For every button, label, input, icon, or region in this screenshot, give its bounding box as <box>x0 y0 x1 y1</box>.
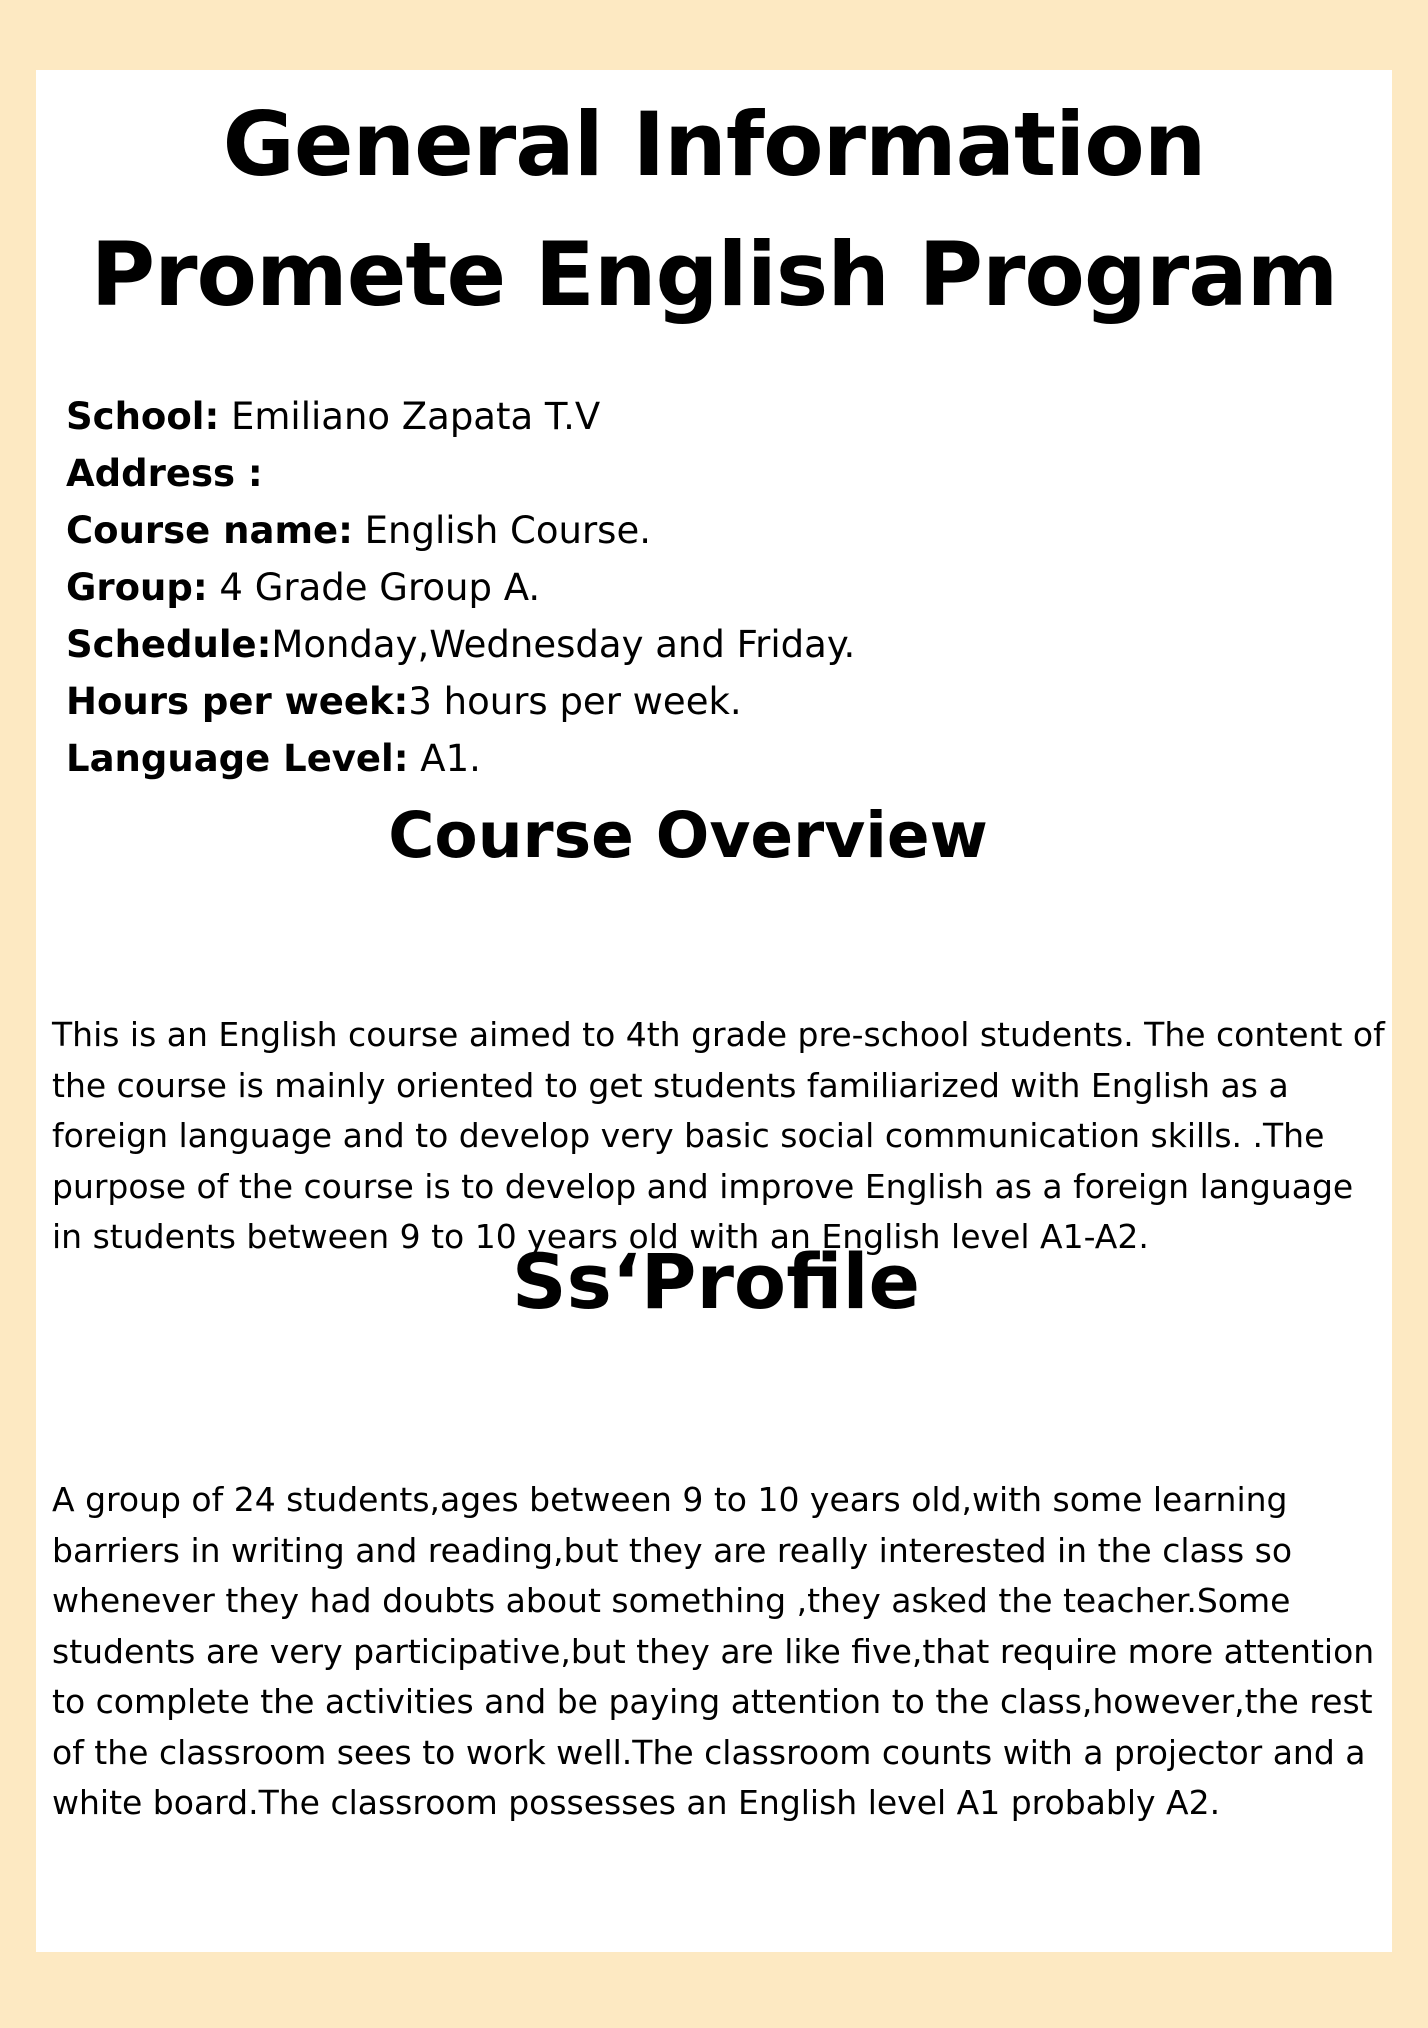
paragraph-line: to complete the activities and be paying attention to the class,however,the rest <box>52 1682 1373 1721</box>
info-key: Course name: <box>66 509 353 552</box>
info-row-address <box>66 445 855 502</box>
title-line-1: General Information <box>222 93 1206 196</box>
paragraph-line: foreign language and to develop very basic social communication skills. .The <box>52 1116 1325 1155</box>
students-profile-paragraph <box>52 1475 1392 1829</box>
paragraph-line: the course is mainly oriented to get students familiarized with English as a <box>52 1065 1289 1105</box>
paragraph-line: students are very participative,but they are like five,that require more attention <box>52 1631 1375 1671</box>
general-info-list <box>66 388 855 787</box>
paragraph-line: barriers in writing and reading,but they are really interested in the class so <box>52 1530 1293 1570</box>
paragraph-line: This is an English course aimed to 4th grade pre-school students. The content of <box>52 1015 1385 1054</box>
course-overview-heading: Course Overview <box>388 799 988 872</box>
paragraph-line: purpose of the course is to develop and improve English as a foreign language <box>52 1166 1354 1206</box>
info-value: English Course. <box>352 509 651 552</box>
info-row-hours <box>66 673 855 730</box>
info-key: Hours per week: <box>66 680 409 723</box>
info-row-school <box>66 388 855 445</box>
students-profile-heading: Ss‘Profile <box>511 1237 921 1326</box>
info-key: Group: <box>66 566 208 609</box>
info-key: Language Level: <box>66 737 409 780</box>
page-title <box>36 80 1392 340</box>
document-sheet <box>36 70 1392 1952</box>
info-value: 3 hours per week. <box>408 680 742 723</box>
info-value: A1. <box>408 737 481 780</box>
paragraph-line: A group of 24 students,ages between 9 to 10 years old,with some learning <box>52 1480 1288 1519</box>
title-line-2: Promete English Program <box>90 223 1338 326</box>
info-value: 4 Grade Group A. <box>207 566 541 609</box>
info-row-language-level <box>66 730 855 787</box>
info-key: Address : <box>66 452 263 495</box>
info-key: School: <box>66 395 220 438</box>
paragraph-line: of the classroom sees to work well.The classroom counts with a projector and a <box>52 1732 1366 1772</box>
info-row-course-name <box>66 502 855 559</box>
info-value: Emiliano Zapata T.V <box>219 395 601 438</box>
info-value: Monday,Wednesday and Friday. <box>271 623 856 666</box>
course-overview-paragraph <box>52 1010 1392 1263</box>
info-key: Schedule: <box>66 623 272 666</box>
info-row-group <box>66 559 855 616</box>
paragraph-line: in students between 9 to 10 years old with an English level A1-A2. <box>52 1217 1149 1256</box>
paragraph-line: white board.The classroom possesses an English level A1 probably A2. <box>52 1783 1221 1822</box>
paragraph-line: whenever they had doubts about something ,they asked the teacher.Some <box>52 1581 1291 1620</box>
info-row-schedule <box>66 616 855 673</box>
